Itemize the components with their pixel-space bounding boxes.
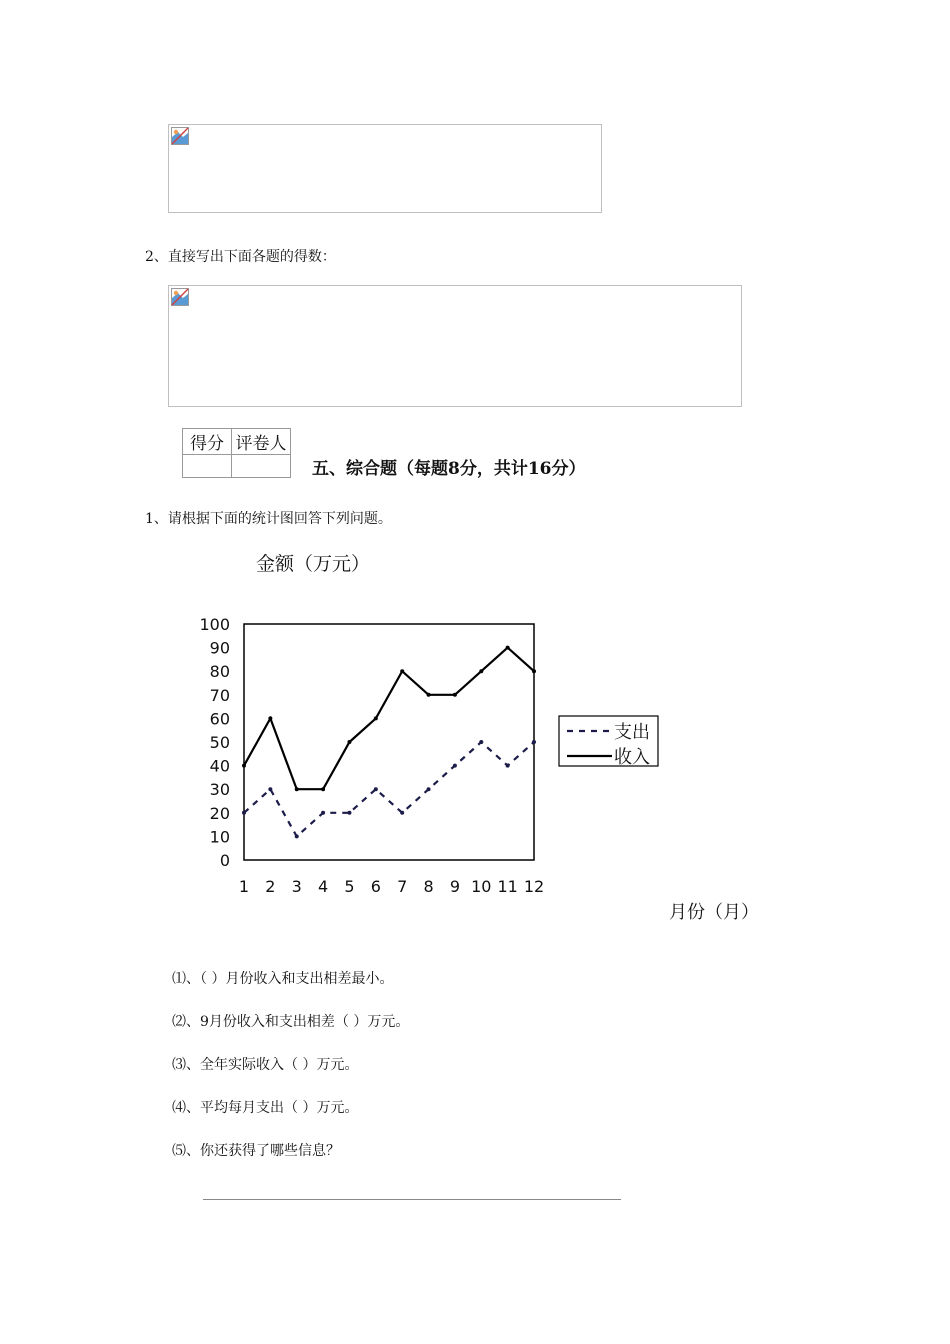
y-tick-label: 70 [209, 685, 230, 705]
x-tick-label: 3 [291, 877, 302, 896]
x-tick-label: 4 [317, 877, 329, 896]
y-tick-label: 60 [209, 709, 230, 729]
data-point [321, 811, 325, 815]
y-tick-label: 0 [219, 851, 230, 870]
x-tick-label: 2 [265, 877, 276, 896]
y-tick-label: 20 [209, 803, 230, 823]
data-point [321, 787, 325, 791]
data-point [295, 787, 299, 791]
legend-label-income: 收入 [614, 747, 650, 768]
score-label: 得分 [183, 429, 232, 455]
data-point [268, 787, 272, 791]
legend [559, 716, 658, 768]
score-table [182, 428, 291, 478]
data-point [347, 811, 351, 815]
series-line-expense [244, 742, 534, 836]
x-tick-label: 5 [344, 877, 355, 896]
plot-area [244, 624, 534, 860]
x-tick-label: 1 [238, 877, 250, 896]
subquestion-3: ⑶、全年实际收入（ ）万元。 [172, 1057, 359, 1073]
data-point [242, 764, 246, 768]
subquestion-5: ⑸、你还获得了哪些信息？ [172, 1143, 340, 1159]
grader-label: 评卷人 [232, 429, 291, 455]
x-tick-label: 8 [423, 877, 434, 896]
question-1: 1、请根据下面的统计图回答下列问题。 [145, 511, 392, 527]
answer-line[interactable] [203, 1199, 621, 1200]
y-tick-label: 80 [209, 662, 230, 682]
data-point [532, 669, 536, 673]
grader-cell[interactable] [232, 455, 291, 478]
data-point [400, 811, 404, 815]
broken-image-icon [171, 127, 189, 145]
y-tick-label: 100 [199, 615, 230, 634]
image-placeholder-1 [168, 124, 602, 213]
x-tick-label: 9 [449, 877, 461, 896]
x-tick-label: 10 [471, 877, 492, 896]
score-cell[interactable] [183, 455, 232, 478]
x-tick-label: 11 [497, 877, 518, 896]
data-point [453, 693, 457, 697]
y-tick-label: 90 [209, 638, 230, 658]
data-point [427, 693, 431, 697]
data-point [427, 787, 431, 791]
data-point [268, 716, 272, 720]
data-point [506, 764, 510, 768]
data-point [242, 811, 246, 815]
image-placeholder-2 [168, 285, 742, 407]
legend-label-expense: 支出 [614, 722, 650, 743]
data-point [532, 740, 536, 744]
subquestion-2: ⑵、9月份收入和支出相差（ ）万元。 [172, 1014, 410, 1030]
data-point [295, 834, 299, 838]
chart-title: 金额（万元） [256, 553, 371, 575]
subquestion-1: ⑴、（ ）月份收入和支出相差最小。 [172, 971, 394, 987]
y-tick-label: 10 [209, 827, 230, 847]
broken-image-icon [171, 288, 189, 306]
data-point [400, 669, 404, 673]
y-tick-label: 30 [209, 780, 230, 800]
y-tick-label: 40 [209, 756, 230, 776]
data-point [374, 787, 378, 791]
line-chart [190, 545, 770, 930]
section-title: 五、综合题（每题8分，共计16分） [312, 459, 586, 479]
x-tick-label: 6 [370, 877, 381, 896]
data-point [374, 716, 378, 720]
x-tick-label: 7 [397, 877, 408, 896]
data-point [479, 669, 483, 673]
x-axis-label: 月份（月） [669, 902, 759, 923]
data-point [506, 646, 510, 650]
subquestion-4: ⑷、平均每月支出（ ）万元。 [172, 1100, 359, 1116]
data-point [347, 740, 351, 744]
y-tick-label: 50 [209, 733, 230, 752]
question-2: 2、直接写出下面各题的得数： [145, 249, 336, 265]
data-point [479, 740, 483, 744]
data-point [453, 764, 457, 768]
x-tick-label: 12 [523, 877, 545, 896]
series-line-income [244, 648, 534, 790]
